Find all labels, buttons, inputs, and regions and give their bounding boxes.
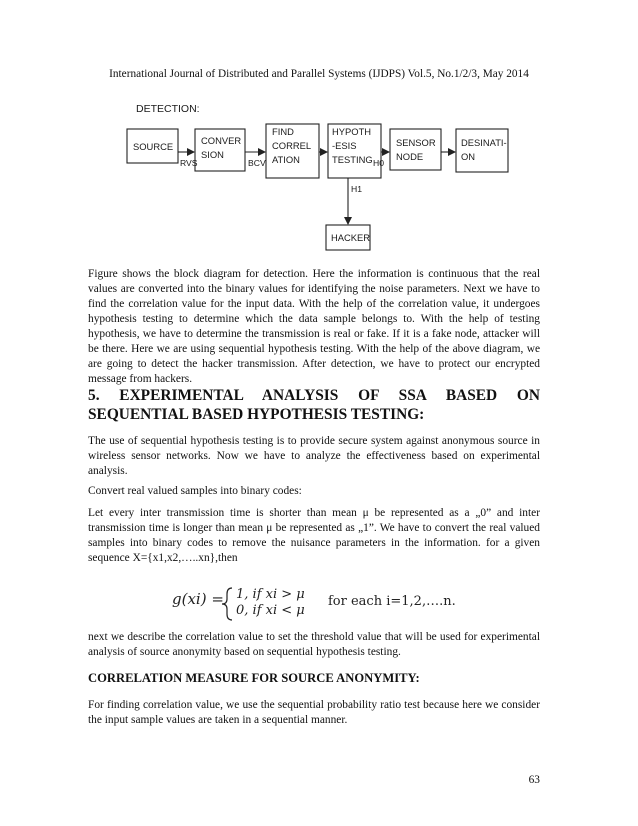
hacker-label: HACKER xyxy=(331,232,371,243)
paragraph-section5-intro: The use of sequential hypothesis testing is to provide secure system against anonymous source in wireless sensor networks. Now we have to analyze the effectiveness based on experimental analysis. xyxy=(88,435,540,477)
equation-brace xyxy=(222,588,232,620)
correlation-label-line2: CORREL xyxy=(272,140,312,151)
edge-label-rvs: RVS xyxy=(180,158,198,168)
page-number: 63 xyxy=(528,774,540,786)
paragraph-sprt: For finding correlation value, we use the sequential probability ratio test because here we consider the input sample values are taken in a sequential manner. xyxy=(88,699,540,726)
equation-case-2: 0, if xi < μ xyxy=(236,603,305,618)
edge-label-h1: H1 xyxy=(351,184,362,194)
equation-lhs: g(xi) = xyxy=(172,590,224,608)
equation-case-1: 1, if xi > μ xyxy=(236,587,305,602)
paragraph-diagram-description: Figure shows the block diagram for detection. Here the information is continuous that the real values are converted into the binary values for identifying the noise parameters. Next we have to find the correlation value for the input data. With the help of the correlation value, it undergoes hypothesis testing to determine which the data sample belongs to. With the help of testing hypothesis, we have to determine the transmission is real or fake. If it is a fake node, attacker will be there. Here we are using sequential hypothesis testing. With the help of the above diagram, we are going to detect the hacker transmission. After detection, we have to protect our encrypted message from hackers. xyxy=(88,268,540,385)
paragraph-binary-coding: Let every inter transmission time is shorter than mean μ be represented as a „0” and inter transmission time is longer than mean μ be represented as „1”. We have to convert the real valued samples into binary codes to remove the nuisance parameters in the information. for a given sequence X={x1,x2,…..xn},then xyxy=(88,507,540,564)
diagram-title: DETECTION: xyxy=(136,103,200,115)
conversion-label-line1: CONVER xyxy=(201,135,242,146)
paragraph-convert-samples: Convert real valued samples into binary codes: xyxy=(88,485,302,497)
sensor-label-line2: NODE xyxy=(396,151,424,162)
hypothesis-label-line2: -ESIS xyxy=(332,140,357,151)
edge-label-h0: H0 xyxy=(373,158,384,168)
correlation-measure-heading: CORRELATION MEASURE FOR SOURCE ANONYMITY: xyxy=(88,671,420,685)
hypothesis-label-line3: TESTING xyxy=(332,154,373,165)
source-label: SOURCE xyxy=(133,141,174,152)
equation-suffix: for each i=1,2,….n. xyxy=(328,594,456,609)
edge-label-bcv: BCV xyxy=(248,158,266,168)
journal-header: International Journal of Distributed and Parallel Systems (IJDPS) Vol.5, No.1/2/3, May 2014 xyxy=(109,68,529,80)
sensor-label-line1: SENSOR xyxy=(396,137,436,148)
correlation-label-line3: ATION xyxy=(272,154,300,165)
paragraph-correlation-threshold: next we describe the correlation value to set the threshold value that will be used for experimental analysis of source anonymity based on sequential hypothesis testing. xyxy=(88,631,540,658)
destination-label-line1: DESINATI- xyxy=(461,137,507,148)
hypothesis-label-line1: HYPOTH xyxy=(332,126,372,137)
sensor-node-block xyxy=(390,129,441,170)
conversion-label-line2: SION xyxy=(201,149,224,160)
correlation-label-line1: FIND xyxy=(272,126,294,137)
detection-block-diagram xyxy=(0,0,638,260)
destination-label-line2: ON xyxy=(461,151,476,162)
section-5-heading: 5. EXPERIMENTAL ANALYSIS OF SSA BASED ON SEQUENTIAL BASED HYPOTHESIS TESTING: xyxy=(88,387,540,423)
